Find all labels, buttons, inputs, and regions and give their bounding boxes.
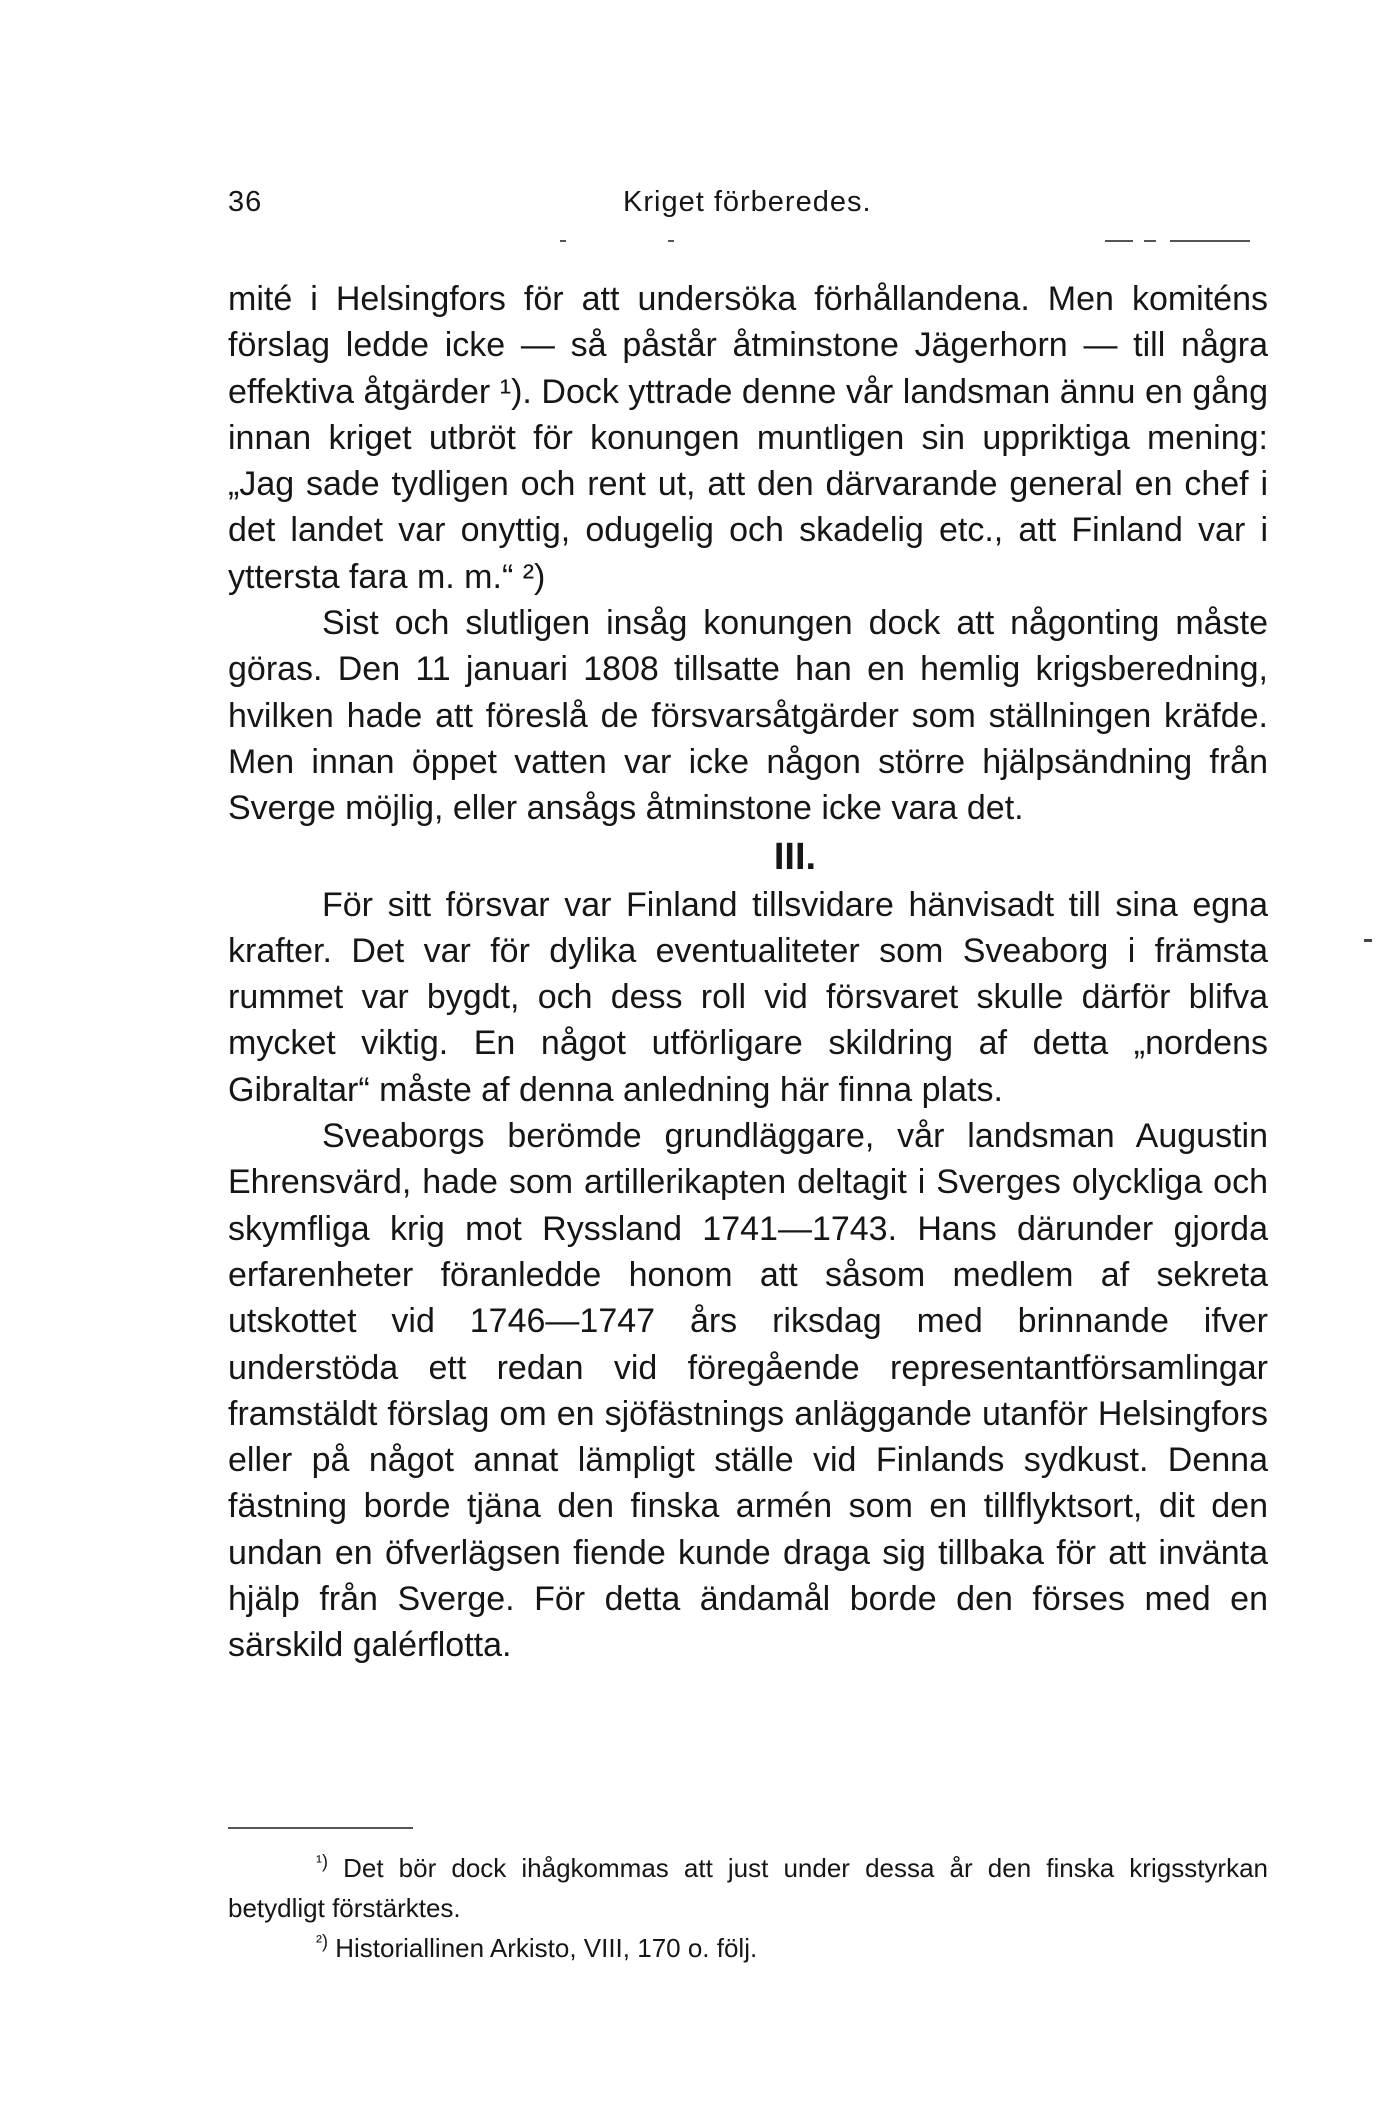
footnote	[228, 1928, 1268, 1968]
footnote	[228, 1848, 1268, 1928]
running-head	[228, 186, 1268, 226]
running-title: Kriget förberedes.	[623, 186, 872, 218]
footnote-mark: ²)	[316, 1931, 328, 1952]
page-number: 36	[228, 186, 263, 218]
footnote-text: Historiallinen Arkisto, VIII, 170 o. följ.	[335, 1933, 758, 1963]
footnote-text: Det bör dock ihågkommas att just under dessa år den finska krigsstyrkan betydligt förstärktes.	[228, 1853, 1268, 1923]
footnote-mark: ¹)	[316, 1851, 328, 1872]
paragraph: För sitt försvar var Finland tillsvidare hänvisadt till sina egna krafter. Det var för dylika eventualiteter som Sveaborg i främsta rummet var bygdt, och dess roll vid försvaret skulle därför blifva mycket viktig. En något utförligare skildring af detta „nordens Gibraltar“ måste af denna anledning här finna plats.	[228, 885, 1268, 1109]
margin-mark	[1364, 939, 1372, 942]
paragraph: Sist och slutligen insåg konungen dock att någonting måste göras. Den 11 januari 1808 tillsatte han en hemlig krigsberedning, hvilken hade att föreslå de försvarsåtgärder som ställningen kräfde. Men innan öppet vatten var icke någon större hjälpsändning från Sverge möjlig, eller ansågs åtminstone icke vara det.	[228, 604, 1268, 828]
body-text	[228, 276, 1268, 1669]
section-heading: III.	[773, 835, 817, 878]
paragraph-continued: mité i Helsingfors för att undersöka förhållandena. Men komiténs förslag ledde icke — så påstår åtminstone Jägerhorn — till några effektiva åtgärder ¹). Dock yttrade denne vår landsman ännu en gång innan kriget utbröt för konungen muntligen sin uppriktiga mening: „Jag sade tydligen och rent ut, att den därvarande general en chef i det landet var onyttig, odugelig och skadelig etc., att Finland var i yttersta fara m. m.“ ²)	[228, 280, 1268, 596]
footnotes	[228, 1848, 1268, 1968]
header-print-marks	[560, 240, 1270, 244]
paragraph: Sveaborgs berömde grundläggare, vår landsman Augustin Ehrensvärd, hade som artillerikapten deltagit i Sverges olyckliga och skymfliga krig mot Ryssland 1741—1743. Hans därunder gjorda erfarenheter föranledde honom att såsom medlem af sekreta utskottet vid 1746—1747 års riksdag med brinnande ifver understöda ett redan vid föregående representantförsamlingar framstäldt förslag om en sjöfästnings anläggande utanför Helsingfors eller på något annat lämpligt ställe vid Finlands sydkust. Denna fästning borde tjäna den finska armén som en tillflyktsort, dit den undan en öfverlägsen fiende kunde draga sig tillbaka för att invänta hjälp från Sverge. För detta ändamål borde den förses med en särskild galérflotta.	[228, 1117, 1268, 1665]
footnote-rule	[228, 1827, 413, 1829]
